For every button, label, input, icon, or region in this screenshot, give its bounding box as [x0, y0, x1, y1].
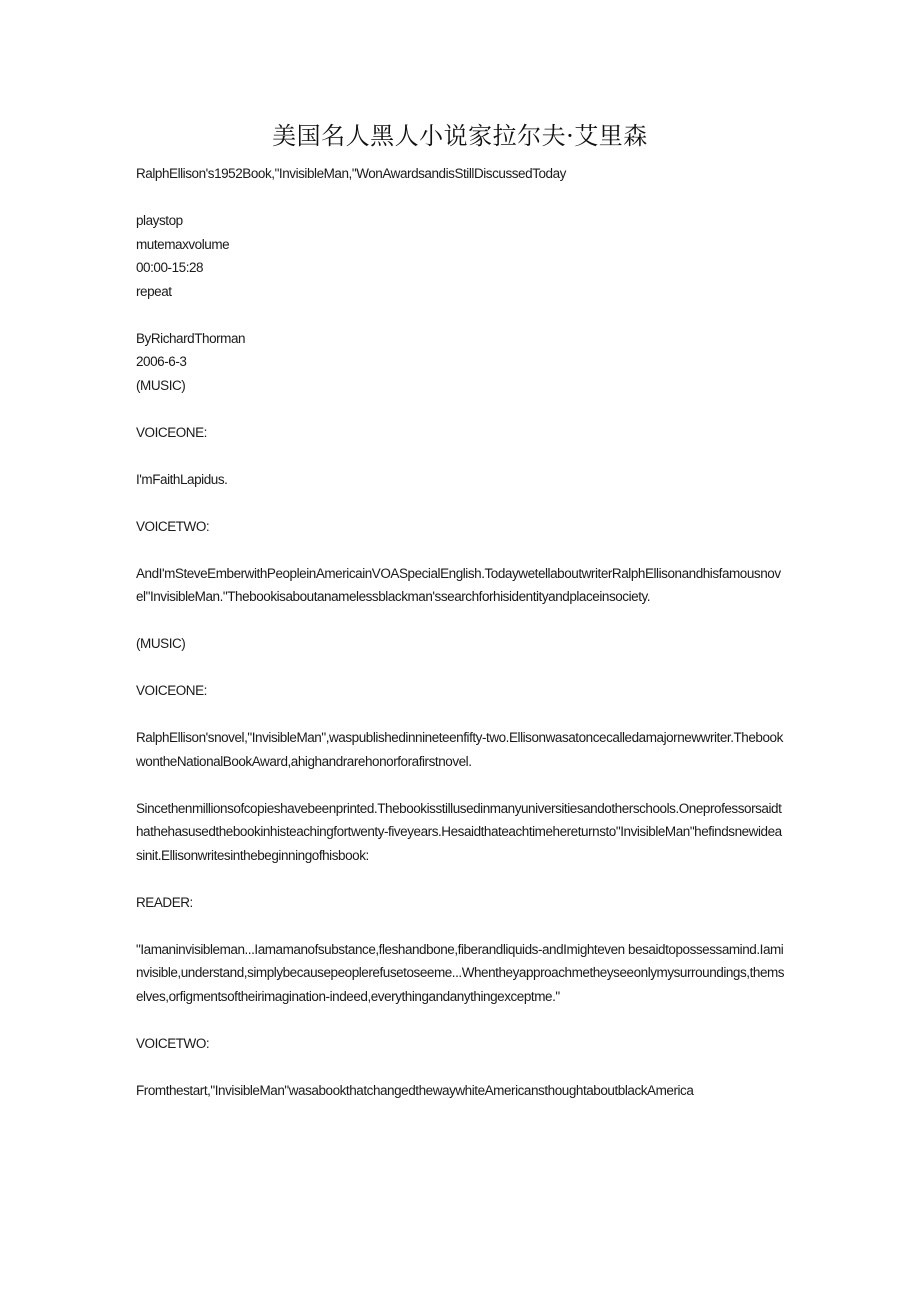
player-repeat[interactable]: repeat: [136, 283, 172, 299]
paragraph: I'mFaithLapidus.: [136, 471, 228, 487]
player-mute-volume[interactable]: mutemaxvolume: [136, 236, 230, 252]
speaker-label: VOICETWO:: [136, 1035, 210, 1051]
document-body: [136, 162, 786, 1102]
speaker-label: READER:: [136, 894, 193, 910]
byline: ByRichardThorman: [136, 330, 246, 346]
speaker-label: VOICETWO:: [136, 518, 210, 534]
document-title: 美国名人黑人小说家拉尔夫·艾里森: [272, 122, 648, 150]
subtitle: RalphEllison's1952Book,"InvisibleMan,"WonAwardsandisStillDiscussedToday: [136, 166, 566, 181]
date: 2006-6-3: [136, 354, 187, 369]
music-cue: (MUSIC): [136, 377, 186, 393]
player-play-stop[interactable]: playstop: [136, 213, 183, 228]
player-time: 00:00-15:28: [136, 260, 204, 275]
paragraph: Fromthestart,"InvisibleMan"wasabookthatchangedthewaywhiteAmericansthoughtaboutblackAmerica: [136, 1082, 694, 1098]
speaker-label: VOICEONE:: [136, 424, 207, 440]
paragraph: RalphEllison'snovel,"InvisibleMan",waspublishedinnineteenfifty-two.Ellisonwasatoncecalledamajornewwriter.ThebookwontheNationalBookAward,ahighandrarehonorforafirstnovel.: [136, 730, 783, 769]
music-cue: (MUSIC): [136, 636, 186, 651]
paragraph: "Iamaninvisibleman...Iamamanofsubstance,fleshandbone,fiberandliquids-andImighteven besaidtopossessamind.Iaminvisible,understand,simplybecausepeoplerefusetoseeme...Whentheyapproachmetheyseeonlymysurroundings,themselves,orfigmentsoftheirimagination-indeed,everythingandanythingexceptme.": [136, 941, 785, 1004]
paragraph: Sincethenmillionsofcopieshavebeenprinted.Thebookisstillusedinmanyuniversitiesandotherschools.Oneprofessorsaidthathehasusedthebookinhisteachingfortwenty-fiveyears.Hesaidthateachtimehereturnsto"InvisibleMan"hefindsnewideasinit.Ellisonwritesinthebeginningofhisbook:: [136, 800, 782, 863]
paragraph: AndI'mSteveEmberwithPeopleinAmericainVOASpecialEnglish.TodaywetellaboutwriterRalphEllisonandhisfamousnovel"InvisibleMan."Thebookisaboutanamelessblackman'ssearchforhisidentityandplaceinsociety.: [136, 565, 781, 604]
speaker-label: VOICEONE:: [136, 683, 207, 698]
